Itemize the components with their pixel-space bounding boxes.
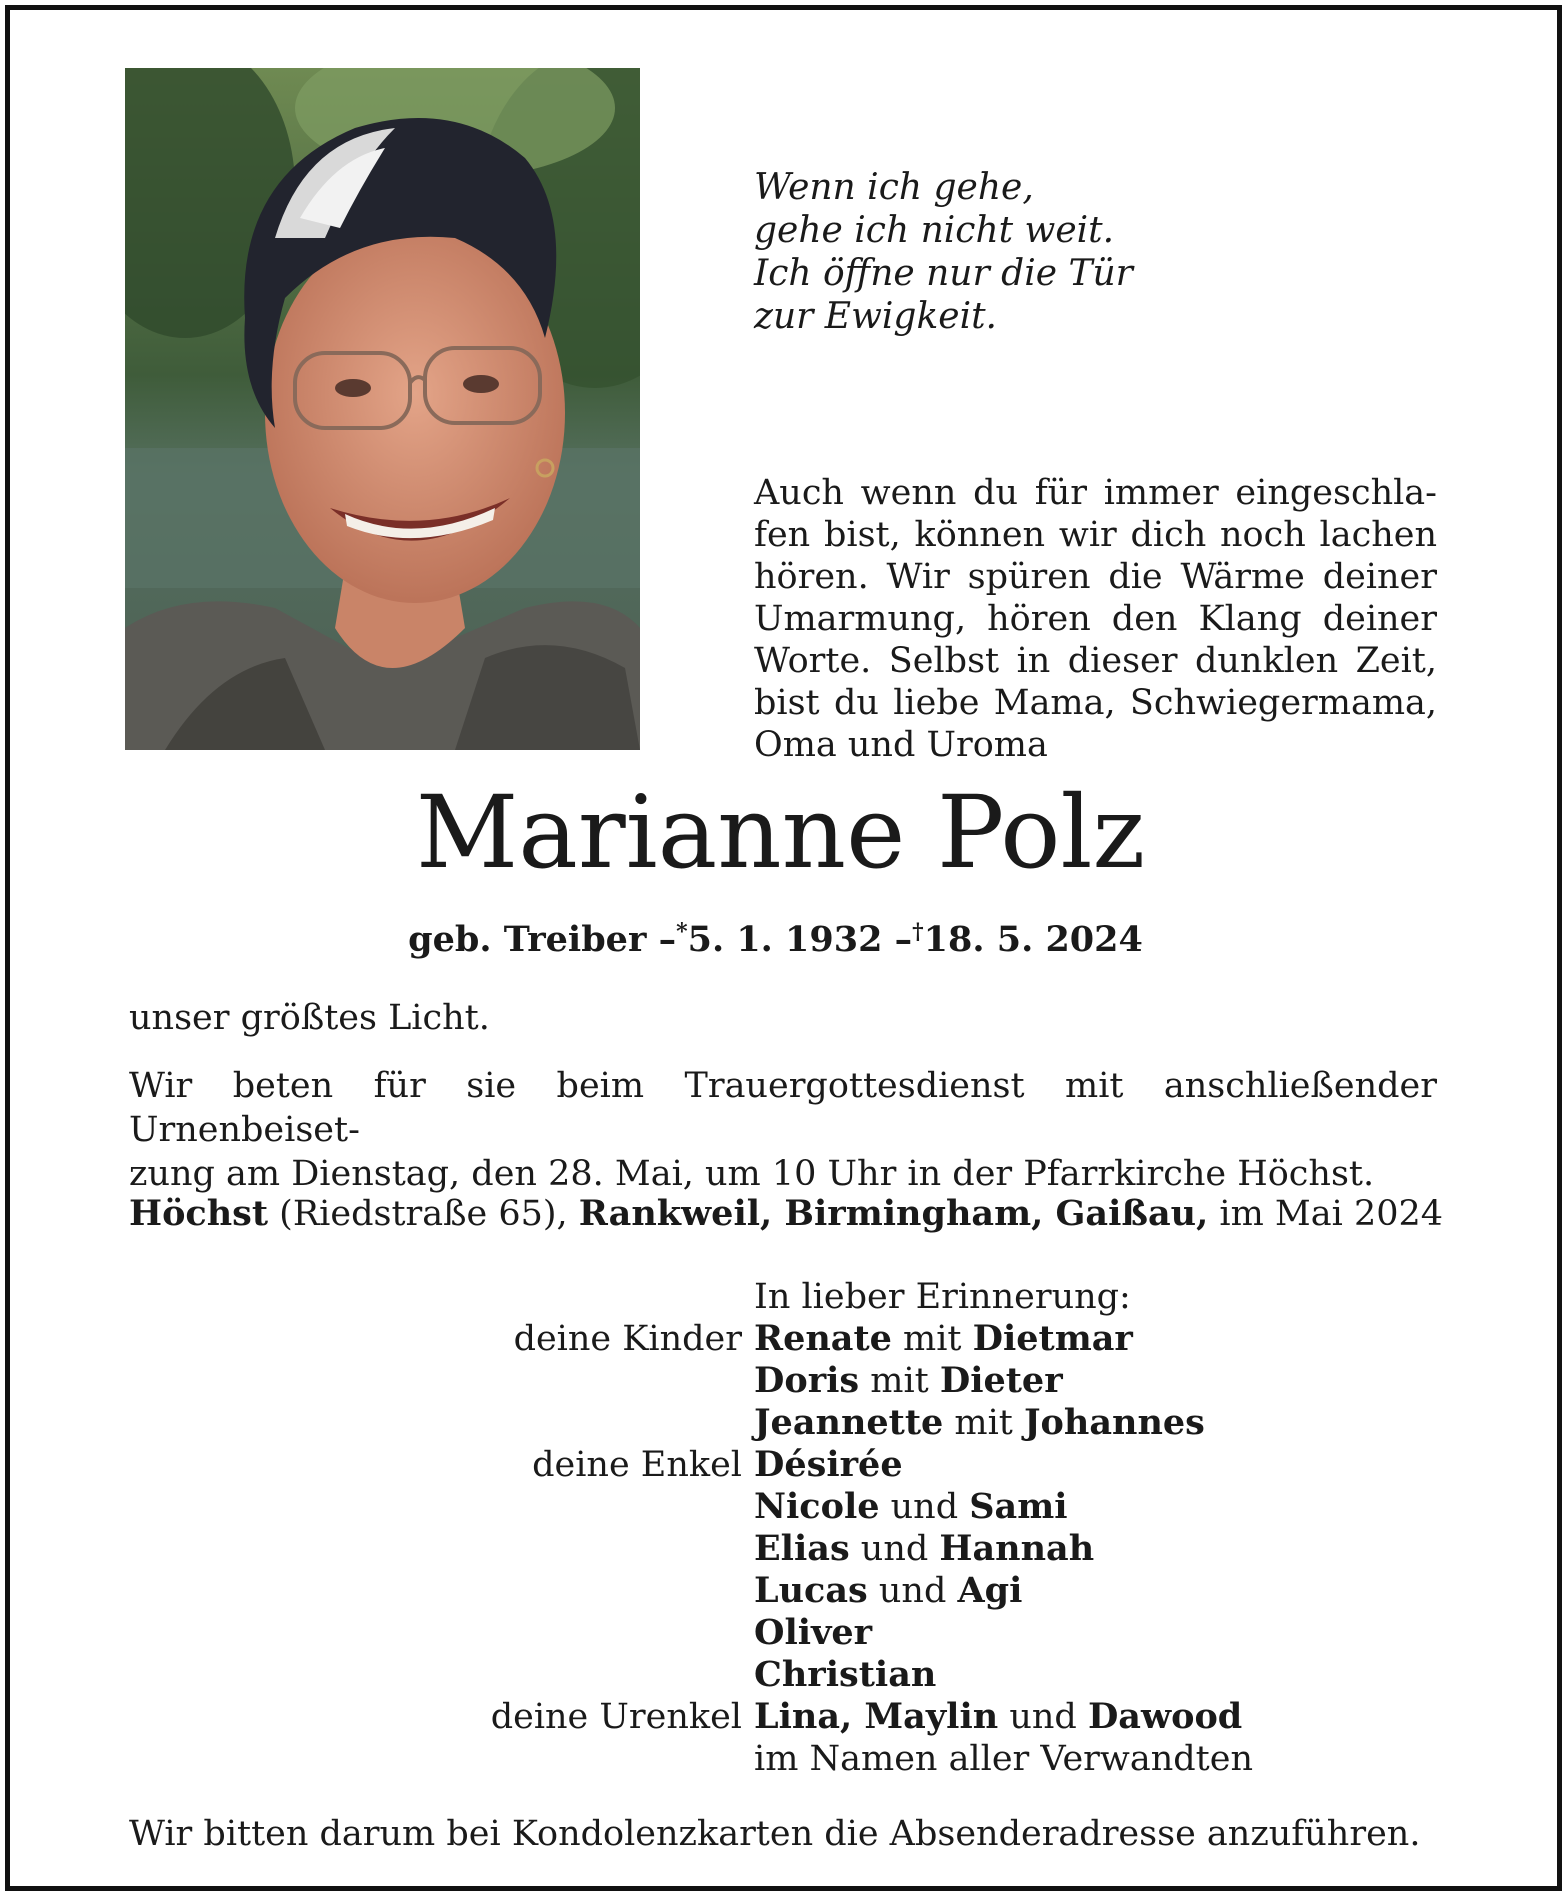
places-bold: Rankweil, Birmingham, Gaißau, (578, 1193, 1209, 1234)
family-entry (754, 1402, 1205, 1444)
list-item (0, 1318, 1567, 1360)
family-entry (754, 1486, 1068, 1528)
death-date: 18. 5. 2024 (923, 919, 1143, 960)
cross-symbol: † (912, 919, 924, 945)
portrait-photo (125, 68, 640, 750)
birth-death-text (408, 910, 1147, 962)
place-date-line (129, 1192, 1443, 1236)
person-name: Lucas (754, 1570, 868, 1611)
person-name: Désirée (754, 1444, 903, 1485)
person-name: Oliver (754, 1612, 873, 1653)
conjunction: und (849, 1529, 940, 1569)
deceased-name (0, 774, 1567, 891)
star-symbol: * (676, 919, 688, 945)
intro-line: Worte. Selbst in dieser dunklen Zeit, (754, 641, 1437, 681)
service-paragraph (129, 1064, 1437, 1196)
poem (754, 166, 1133, 338)
person-name: Elias (754, 1528, 850, 1569)
family-entry (754, 1696, 1242, 1738)
list-item (0, 1696, 1567, 1738)
person-name: Christian (754, 1654, 937, 1695)
birth-date: 5. 1. 1932 – (687, 919, 913, 960)
poem-line: zur Ewigkeit. (754, 296, 997, 337)
conjunction: mit (943, 1403, 1024, 1443)
intro-line: bist du liebe Mama, Schwiegermama, (754, 683, 1437, 723)
person-name: Dawood (1087, 1696, 1243, 1737)
person-name: Hannah (939, 1528, 1095, 1569)
person-name: Dieter (939, 1360, 1063, 1401)
address: (Riedstraße 65), (268, 1194, 579, 1234)
children-label: deine Kinder (513, 1319, 742, 1359)
person-name: Lina, Maylin (754, 1696, 999, 1737)
poem-line: gehe ich nicht weit. (754, 210, 1115, 251)
family-entry (754, 1612, 872, 1654)
person-name: Nicole (754, 1486, 880, 1527)
person-name: Johannes (1023, 1402, 1205, 1443)
list-item (0, 1528, 1567, 1570)
service-line: zung am Dienstag, den 28. Mai, um 10 Uhr in der Pfarrkirche Höchst. (129, 1154, 1375, 1194)
intro-line: Oma und Uroma (754, 725, 1048, 765)
footer-note: Wir bitten darum bei Kondolenzkarten die Absenderadresse anzuführen. (129, 1814, 1421, 1854)
portrait-illustration (125, 68, 640, 750)
family-entry (754, 1318, 1133, 1360)
list-item (0, 1654, 1567, 1696)
conjunction: mit (891, 1319, 973, 1359)
birth-name: geb. Treiber – (408, 919, 677, 960)
list-item (0, 1444, 1567, 1486)
family-entry (754, 1360, 1063, 1402)
person-name: Agi (957, 1570, 1023, 1611)
list-item (0, 1276, 1567, 1318)
family-list (0, 1276, 1567, 1780)
person-name: Sami (969, 1486, 1068, 1527)
person-name: Jeannette (754, 1402, 944, 1443)
conjunction: mit (859, 1361, 940, 1401)
intro-line: Umarmung, hören den Klang deiner (754, 599, 1437, 639)
list-item (0, 1402, 1567, 1444)
date-suffix: im Mai 2024 (1208, 1194, 1444, 1234)
service-line: Wir beten für sie beim Trauergottesdienst mit anschließender Urnenbeiset- (129, 1066, 1437, 1150)
list-item (0, 1570, 1567, 1612)
conjunction: und (879, 1487, 970, 1527)
greatgrandchildren-label: deine Urenkel (490, 1697, 742, 1737)
family-entry (754, 1444, 903, 1486)
birth-death-line (0, 910, 1567, 962)
conjunction: und (998, 1697, 1088, 1737)
intro-line: hören. Wir spüren die Wärme deiner (754, 557, 1437, 597)
intro-line: Auch wenn du für immer eingeschla- (754, 473, 1437, 513)
conjunction: und (867, 1571, 958, 1611)
family-entry (754, 1570, 1022, 1612)
list-item (0, 1360, 1567, 1402)
person-name: Doris (754, 1360, 860, 1401)
list-item (0, 1612, 1567, 1654)
closing-line: im Namen aller Verwandten (754, 1739, 1253, 1779)
person-name: Renate (754, 1318, 892, 1359)
light-line: unser größtes Licht. (129, 998, 490, 1038)
poem-line: Wenn ich gehe, (754, 167, 1034, 208)
list-item (0, 1738, 1567, 1780)
family-entry (754, 1528, 1094, 1570)
family-entry (754, 1654, 936, 1696)
deceased-name-text: Marianne Polz (415, 774, 1146, 891)
poem-line: Ich öffne nur die Tür (754, 253, 1133, 294)
intro-text (754, 472, 1437, 766)
list-item (0, 1486, 1567, 1528)
place-hoechst: Höchst (129, 1193, 269, 1234)
person-name: Dietmar (972, 1318, 1133, 1359)
remembrance-heading: In lieber Erinnerung: (754, 1277, 1131, 1317)
grandchildren-label: deine Enkel (532, 1445, 742, 1485)
intro-line: fen bist, können wir dich noch lachen (754, 515, 1437, 555)
